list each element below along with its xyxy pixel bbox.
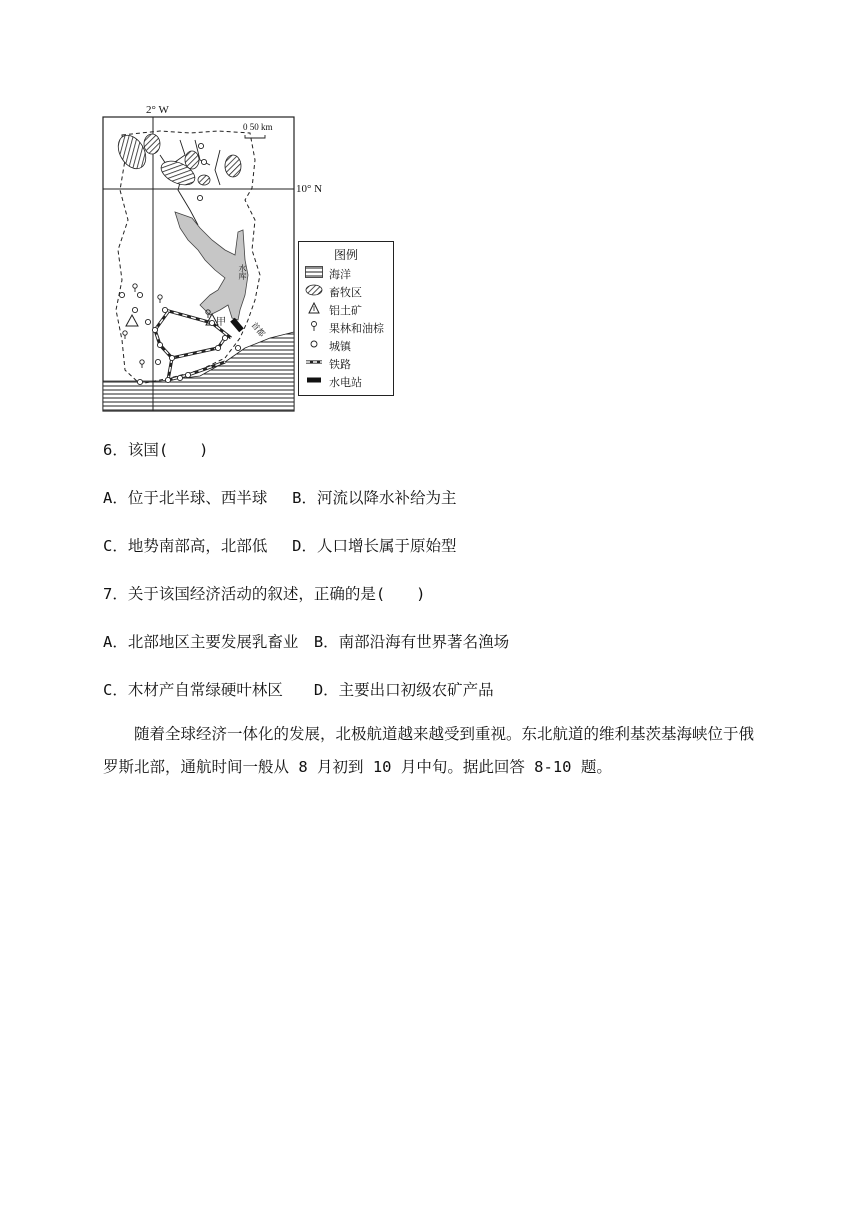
legend-item-railway	[305, 356, 351, 372]
legend-item-orchard	[305, 320, 384, 336]
legend-item-bauxite	[305, 302, 362, 318]
ocean-hatch-icon	[305, 268, 323, 280]
question-6-option-ab: A．位于北半球、西半球 B．河流以降水补给为主	[103, 489, 457, 507]
capital-label: 首都	[249, 320, 267, 339]
latitude-label: 10° N	[296, 183, 323, 195]
legend-label: 水电站	[329, 376, 362, 389]
legend-item-hydropower	[305, 374, 362, 390]
legend-title: 图例	[333, 248, 358, 262]
legend-label: 果林和油棕	[329, 322, 384, 335]
pasture-zone	[113, 130, 152, 173]
pasture-hatch-icon	[305, 286, 323, 298]
pasture-zone	[198, 175, 210, 185]
map-figure	[100, 100, 400, 416]
legend-item-pasture	[305, 284, 362, 300]
town-circle-icon	[305, 340, 323, 352]
map-legend	[298, 241, 394, 396]
bauxite-triangle-icon	[305, 304, 323, 316]
pasture-zone	[185, 151, 199, 169]
reservoir-label: 水库	[238, 264, 247, 280]
reading-passage: 随着全球经济一体化的发展，北极航道越来越受到重视。东北航道的维利基茨基海峡位于俄罗斯北部，通航时间一般从 8 月初到 10 月中旬。据此回答 8-10 题。	[103, 725, 755, 776]
legend-label: 城镇	[329, 340, 351, 353]
scale-bar	[245, 135, 265, 138]
question-7-stem: 7．关于该国经济活动的叙述，正确的是( )	[103, 585, 426, 603]
question-6-stem: 6．该国( )	[103, 441, 209, 459]
place-label-jia: 甲	[216, 317, 226, 328]
longitude-label: 2° W	[146, 104, 169, 116]
question-7-option-cd: C．木材产自常绿硬叶林区 D．主要出口初级农矿产品	[103, 681, 494, 699]
legend-item-town	[305, 338, 351, 354]
legend-label: 铁路	[329, 358, 351, 371]
legend-label: 海洋	[329, 268, 351, 281]
pasture-zone	[225, 155, 241, 177]
legend-item-ocean	[305, 266, 351, 282]
hydropower-bar-icon	[305, 376, 323, 388]
question-6-option-cd: C．地势南部高，北部低 D．人口增长属于原始型	[103, 537, 457, 555]
pasture-zone	[144, 134, 160, 154]
scale-label: 0 50 km	[243, 122, 273, 132]
legend-label: 畜牧区	[329, 286, 362, 299]
bauxite-mine	[126, 315, 138, 326]
railway-line-icon	[305, 358, 323, 370]
orchard-marker-icon	[305, 322, 323, 334]
question-7-option-ab: A．北部地区主要发展乳畜业 B．南部沿海有世界著名渔场	[103, 633, 510, 651]
legend-label: 铝土矿	[329, 304, 362, 317]
